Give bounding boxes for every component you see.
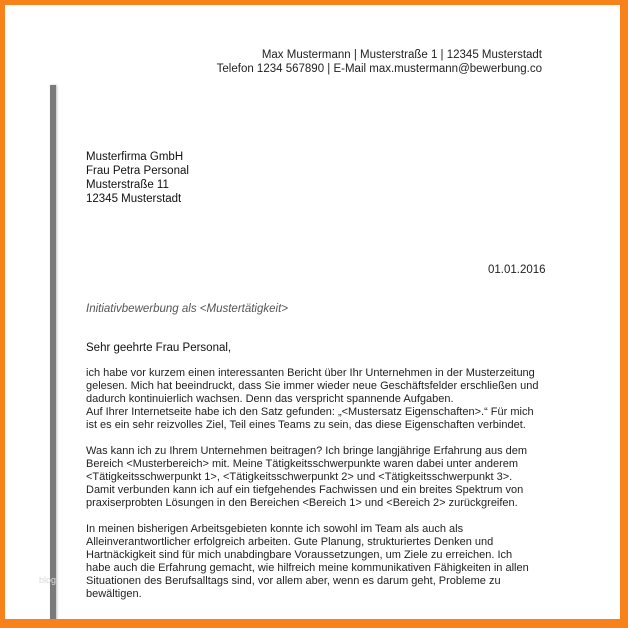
body-line: Damit verbunden kann ich auf ein tiefgehendes Fachwissen und ein breites Spektrum von bbox=[86, 484, 524, 496]
body-line: Auf Ihrer Internetseite habe ich den Satz gefunden: „<Mustersatz Eigenschaften>.“ Für mich bbox=[86, 406, 534, 418]
body-line: ich habe vor kurzem einen interessanten Bericht über Ihr Unternehmen in der Musterzeitung bbox=[86, 367, 535, 379]
letter-page bbox=[5, 5, 620, 619]
body-line: In meinen bisherigen Arbeitsgebieten konnte ich sowohl im Team als auch als bbox=[86, 523, 464, 535]
recipient-company: Musterfirma GmbH bbox=[86, 151, 184, 163]
sender-block bbox=[217, 48, 542, 76]
recipient-block bbox=[86, 150, 189, 206]
sender-address: Max Mustermann | Musterstraße 1 | 12345 Musterstadt bbox=[261, 49, 542, 61]
body-paragraph bbox=[86, 367, 548, 432]
watermark: blog bbox=[39, 575, 57, 585]
body-line: Bereich <Musterbereich> mit. Meine Tätigkeitsschwerpunkte waren dabei unter anderem bbox=[86, 458, 519, 470]
body-line: Alleinverantwortlicher erfolgreich arbeiten. Gute Planung, strukturiertes Denken und bbox=[86, 536, 494, 548]
body-line: ist es ein sehr reizvolles Ziel, Teil eines Teams zu sein, das diese Eigenschaften verbindet. bbox=[86, 419, 526, 431]
body-line: Was kann ich zu Ihrem Unternehmen beitragen? Ich bringe langjährige Erfahrung aus dem bbox=[86, 445, 528, 457]
sender-contact: Telefon 1234 567890 | E-Mail max.mustermann@bewerbung.co bbox=[216, 63, 542, 75]
recipient-street: Musterstraße 11 bbox=[86, 179, 169, 191]
letter-body bbox=[86, 367, 548, 614]
recipient-person: Frau Petra Personal bbox=[86, 165, 189, 177]
body-line: Situationen des Berufsalltags sind, vor allem aber, wenn es darum geht, Probleme zu bbox=[86, 575, 501, 587]
body-line: praxiserprobten Lösungen in den Bereichen <Bereich 1> und <Bereich 2> zurückgreifen. bbox=[86, 497, 518, 509]
body-paragraph bbox=[86, 445, 548, 510]
body-line: gelesen. Mich hat beeindruckt, dass Sie immer wieder neue Geschäftsfelder erschließen und bbox=[86, 380, 539, 392]
letter-date: 01.01.2016 bbox=[488, 264, 546, 276]
recipient-city: 12345 Musterstadt bbox=[86, 193, 182, 205]
body-line: <Tätigkeitsschwerpunkt 1>, <Tätigkeitsschwerpunkt 2> und <Tätigkeitsschwerpunkt 3>. bbox=[86, 471, 513, 483]
margin-bar bbox=[50, 85, 56, 619]
body-line: Hartnäckigkeit sind für mich unabdingbare Voraussetzungen, um Ziele zu erreichen. Ich bbox=[86, 549, 513, 561]
salutation: Sehr geehrte Frau Personal, bbox=[86, 342, 232, 354]
body-line: bewältigen. bbox=[86, 588, 142, 600]
body-paragraph bbox=[86, 523, 548, 601]
body-line: habe auch die Erfahrung gemacht, wie hilfreich meine kommunikativen Fähigkeiten in allen bbox=[86, 562, 529, 574]
body-line: dadurch kontinuierlich wachsen. Denn das verspricht spannende Aufgaben. bbox=[86, 393, 454, 405]
letter-subject: Initiativbewerbung als <Mustertätigkeit> bbox=[86, 303, 288, 315]
